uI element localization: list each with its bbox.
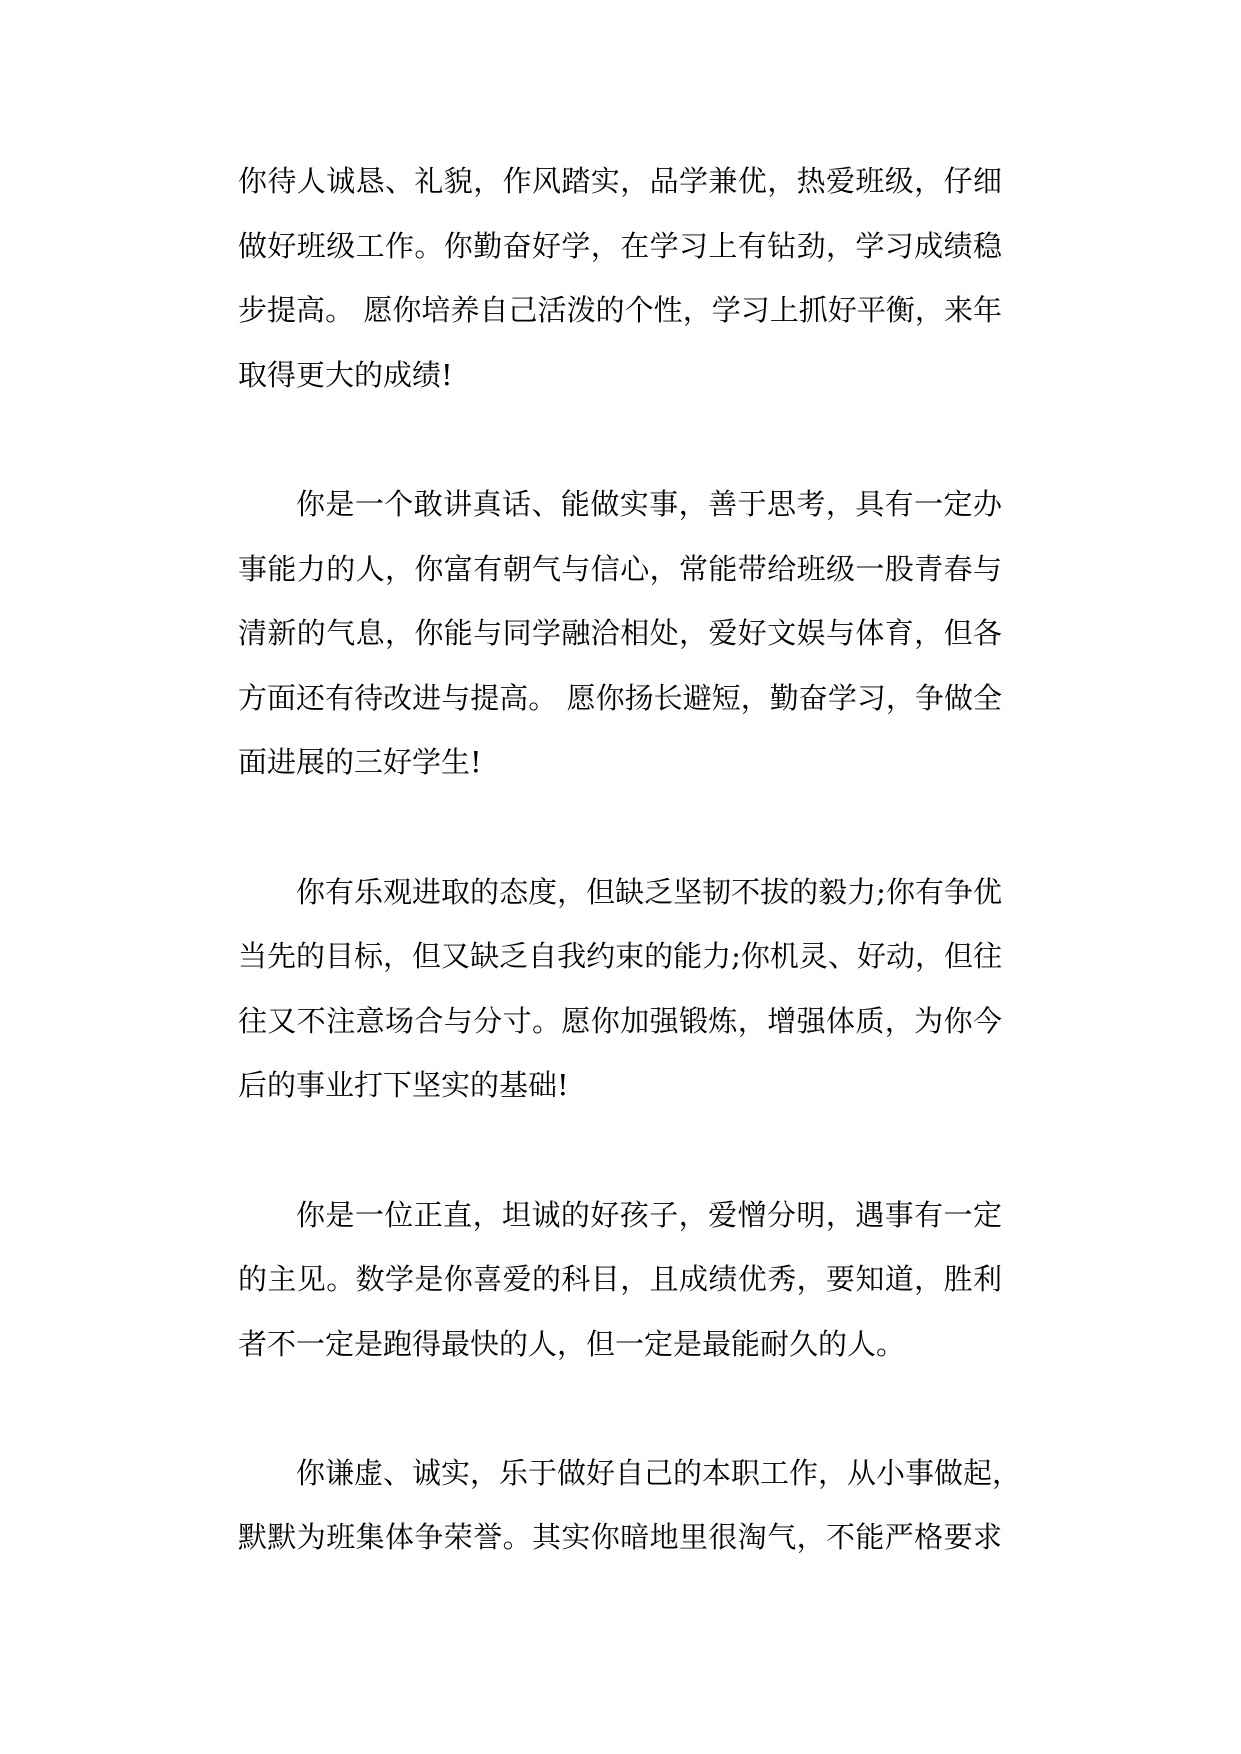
paragraph-line: 你有乐观进取的态度，但缺乏坚韧不拔的毅力;你有争优 — [296, 874, 1002, 909]
paragraph — [238, 1441, 1022, 1570]
paragraph-line: 面进展的三好学生! — [238, 745, 482, 780]
paragraph-line: 你是一个敢讲真话、能做实事，善于思考，具有一定办 — [296, 486, 1002, 521]
paragraph-line: 往又不注意场合与分寸。愿你加强锻炼，增强体质，为你今 — [238, 1003, 1002, 1038]
paragraph — [238, 472, 1002, 795]
paragraph — [238, 860, 1002, 1118]
paragraph-line: 做好班级工作。你勤奋好学，在学习上有钻劲，学习成绩稳 — [238, 228, 1002, 263]
document-body — [238, 149, 1022, 1635]
paragraph-line: 你待人诚恳、礼貌，作风踏实，品学兼优，热爱班级，仔细 — [238, 164, 1002, 198]
paragraph-line: 你是一位正直，坦诚的好孩子，爱憎分明，遇事有一定 — [296, 1197, 1002, 1232]
paragraph-line: 者不一定是跑得最快的人，但一定是最能耐久的人。 — [238, 1326, 906, 1361]
paragraph-line: 取得更大的成绩! — [238, 357, 453, 392]
paragraph-line: 步提高。 愿你培养自己活泼的个性，学习上抓好平衡，来年 — [238, 293, 1002, 328]
paragraph — [238, 1183, 1002, 1377]
paragraph-line: 当先的目标，但又缺乏自我约束的能力;你机灵、好动，但往 — [238, 939, 1002, 974]
paragraph-line: 默默为班集体争荣誉。其实你暗地里很淘气，不能严格要求 — [238, 1520, 1002, 1555]
paragraph-line: 后的事业打下坚实的基础! — [238, 1068, 569, 1103]
paragraph-line: 你谦虚、诚实，乐于做好自己的本职工作，从小事做起， — [296, 1455, 1022, 1490]
paragraph-line: 事能力的人，你富有朝气与信心，常能带给班级一股青春与 — [238, 551, 1002, 586]
paragraph-line: 方面还有待改进与提高。 愿你扬长避短，勤奋学习，争做全 — [238, 680, 1002, 715]
paragraph — [238, 149, 1002, 407]
paragraph-line: 清新的气息，你能与同学融洽相处，爱好文娱与体育，但各 — [238, 616, 1002, 651]
paragraph-line: 的主见。数学是你喜爱的科目，且成绩优秀，要知道，胜利 — [238, 1262, 1002, 1297]
